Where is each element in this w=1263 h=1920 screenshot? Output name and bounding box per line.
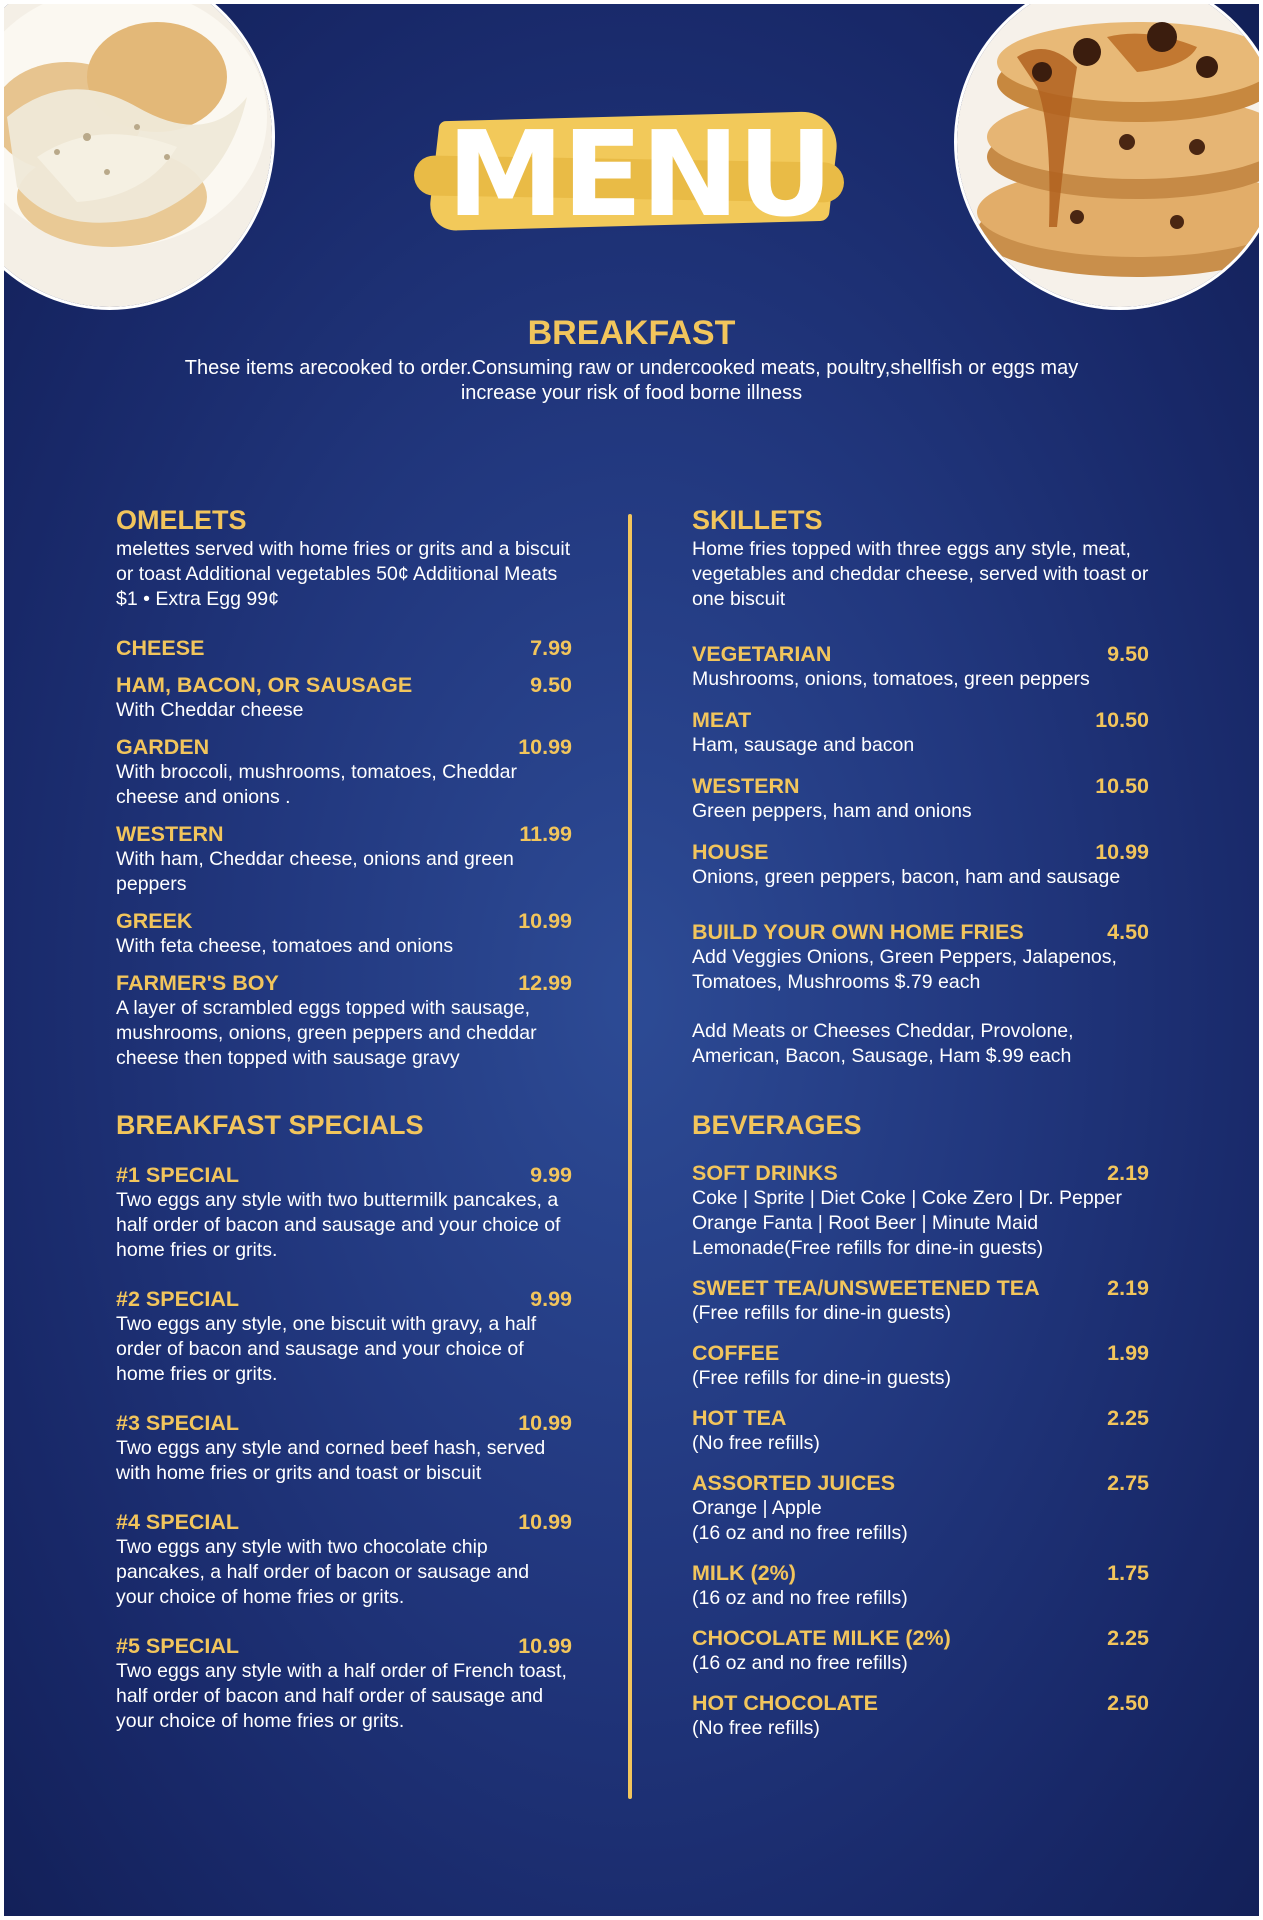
item-name: SWEET TEA/UNSWEETENED TEA (692, 1276, 1040, 1300)
item-price: 10.99 (518, 1411, 572, 1435)
item-description: (Free refills for dine-in guests) (692, 1302, 952, 1324)
item-price: 1.75 (1107, 1561, 1149, 1585)
menu-item (692, 1561, 1149, 1611)
item-price: 4.50 (1107, 920, 1149, 944)
item-description: Coke | Sprite | Diet Coke | Coke Zero | Dr. Pepper Orange Fanta | Root Beer | Minute Maid Lemonade(Free refills for dine-in guests) (692, 1187, 1122, 1259)
menu-item (692, 1626, 1149, 1676)
item-price: 1.99 (1107, 1341, 1149, 1365)
item-price: 9.99 (530, 1163, 572, 1187)
menu-item (692, 1471, 1149, 1546)
menu-item (116, 1287, 572, 1387)
menu-item (692, 774, 1149, 824)
item-description: Add Veggies Onions, Green Peppers, Jalapenos, Tomatoes, Mushrooms $.79 each (692, 946, 1117, 993)
column-divider (628, 514, 632, 1799)
item-description: Two eggs any style with a half order of French toast, half order of bacon and half order of sausage and your choice of home fries or grits. (116, 1660, 567, 1732)
item-name: CHOCOLATE MILKE (2%) (692, 1626, 951, 1650)
menu-item (692, 1406, 1149, 1456)
item-name: WESTERN (692, 774, 800, 798)
item-description: Onions, green peppers, bacon, ham and sausage (692, 866, 1121, 888)
right-column (692, 504, 1149, 1741)
menu-item (116, 1634, 572, 1734)
item-description: Two eggs any style and corned beef hash, served with home fries or grits and toast or biscuit (116, 1437, 546, 1484)
specials-title: BREAKFAST SPECIALS (116, 1110, 424, 1140)
item-name: VEGETARIAN (692, 642, 832, 666)
omelets-title: OMELETS (116, 505, 247, 535)
item-description: Ham, sausage and bacon (692, 734, 915, 756)
item-name: GREEK (116, 909, 193, 933)
menu-item (116, 1411, 572, 1486)
item-name: HAM, BACON, OR SAUSAGE (116, 673, 413, 697)
item-name: #3 SPECIAL (116, 1411, 240, 1435)
item-price: 7.99 (530, 636, 572, 660)
item-price: 9.99 (530, 1287, 572, 1311)
food-safety-disclaimer: These items arecooked to order.Consuming raw or undercooked meats, poultry,shellfish or eggs may increase your risk of food borne illness (184, 357, 1079, 404)
item-description: Mushrooms, onions, tomatoes, green peppers (692, 668, 1090, 690)
menu-title: MENU (446, 105, 832, 243)
menu-item (116, 909, 572, 959)
item-description: (16 oz and no free refills) (692, 1652, 908, 1674)
menu-item (692, 840, 1149, 890)
left-column (116, 504, 572, 1734)
item-name: CHEESE (116, 636, 205, 660)
menu-item (692, 642, 1149, 692)
menu-item (116, 673, 572, 723)
item-name: FARMER'S BOY (116, 971, 279, 995)
menu-item (692, 1691, 1149, 1741)
item-description: Orange | Apple (16 oz and no free refills) (692, 1497, 908, 1544)
item-name: #1 SPECIAL (116, 1163, 240, 1187)
menu-item (116, 636, 572, 661)
item-description: With feta cheese, tomatoes and onions (116, 935, 454, 957)
specials-list (116, 1163, 572, 1734)
biscuits-gravy-photo (4, 4, 275, 310)
breakfast-title: BREAKFAST (527, 314, 736, 352)
item-description: A layer of scrambled eggs topped with sausage, mushrooms, onions, green peppers and cheddar cheese then topped with sausage gravy (116, 997, 537, 1069)
menu-item (116, 1510, 572, 1610)
menu-item (116, 1163, 572, 1263)
item-description: Two eggs any style with two buttermilk pancakes, a half order of bacon and sausage and your choice of home fries or grits. (116, 1189, 561, 1261)
item-name: MEAT (692, 708, 752, 732)
item-name: MILK (2%) (692, 1561, 796, 1585)
skillets-section (692, 504, 1149, 1069)
skillets-description: Home fries topped with three eggs any style, meat, vegetables and cheddar cheese, served with toast or one biscuit (692, 538, 1149, 610)
item-description: With Cheddar cheese (116, 699, 304, 721)
item-description: (No free refills) (692, 1432, 820, 1454)
menu-item (692, 708, 1149, 758)
menu-title-block (414, 104, 864, 244)
specials-section (116, 1109, 572, 1734)
item-name: BUILD YOUR OWN HOME FRIES (692, 920, 1024, 944)
menu-item (116, 735, 572, 810)
item-name: WESTERN (116, 822, 224, 846)
item-name: HOT CHOCOLATE (692, 1691, 878, 1715)
skillets-list (692, 642, 1149, 890)
item-price: 11.99 (519, 822, 572, 846)
item-name: SOFT DRINKS (692, 1161, 838, 1185)
beverages-list (692, 1161, 1149, 1741)
menu-item (692, 1276, 1149, 1326)
item-description: With broccoli, mushrooms, tomatoes, Cheddar cheese and onions . (116, 761, 517, 808)
build-extra-note: Add Meats or Cheeses Cheddar, Provolone, American, Bacon, Sausage, Ham $.99 each (692, 1020, 1074, 1067)
item-name: ASSORTED JUICES (692, 1471, 896, 1495)
item-price: 12.99 (518, 971, 572, 995)
item-price: 10.99 (518, 735, 572, 759)
item-name: HOT TEA (692, 1406, 787, 1430)
item-price: 10.50 (1095, 708, 1149, 732)
menu-board (4, 4, 1259, 1916)
item-name: #4 SPECIAL (116, 1510, 240, 1534)
menu-item (692, 1341, 1149, 1391)
menu-item (116, 822, 572, 897)
item-price: 10.99 (518, 1510, 572, 1534)
item-price: 10.99 (518, 909, 572, 933)
item-name: COFFEE (692, 1341, 780, 1365)
menu-item (692, 1161, 1149, 1261)
item-price: 2.50 (1107, 1691, 1149, 1715)
item-description: Green peppers, ham and onions (692, 800, 972, 822)
item-description: (No free refills) (692, 1717, 820, 1739)
omelets-description: melettes served with home fries or grits and a biscuit or toast Additional vegetables 50¢ Additional Meats $1 • Extra Egg 99¢ (116, 538, 571, 610)
item-price: 9.50 (530, 673, 572, 697)
item-price: 2.25 (1107, 1406, 1149, 1430)
item-description: Two eggs any style, one biscuit with gravy, a half order of bacon and sausage and your choice of home fries or grits. (116, 1313, 537, 1385)
pancakes-photo (954, 4, 1259, 310)
item-price: 10.99 (518, 1634, 572, 1658)
item-price: 10.99 (1095, 840, 1149, 864)
item-name: #2 SPECIAL (116, 1287, 240, 1311)
item-price: 2.25 (1107, 1626, 1149, 1650)
item-price: 2.75 (1107, 1471, 1149, 1495)
menu-item-build-your-own (692, 920, 1149, 1069)
item-price: 9.50 (1107, 642, 1149, 666)
item-price: 10.50 (1095, 774, 1149, 798)
skillets-title: SKILLETS (692, 505, 823, 535)
beverages-section (692, 1109, 1149, 1741)
item-description: (Free refills for dine-in guests) (692, 1367, 952, 1389)
omelets-list (116, 636, 572, 1071)
item-price: 2.19 (1107, 1161, 1149, 1185)
item-description: (16 oz and no free refills) (692, 1587, 908, 1609)
item-name: #5 SPECIAL (116, 1634, 240, 1658)
beverages-title: BEVERAGES (692, 1110, 862, 1140)
item-name: HOUSE (692, 840, 769, 864)
item-name: GARDEN (116, 735, 210, 759)
item-description: With ham, Cheddar cheese, onions and green peppers (116, 848, 514, 895)
item-price: 2.19 (1107, 1276, 1149, 1300)
menu-item (116, 971, 572, 1071)
omelets-section (116, 504, 572, 1071)
item-description: Two eggs any style with two chocolate chip pancakes, a half order of bacon or sausage and your choice of home fries or grits. (116, 1536, 530, 1608)
